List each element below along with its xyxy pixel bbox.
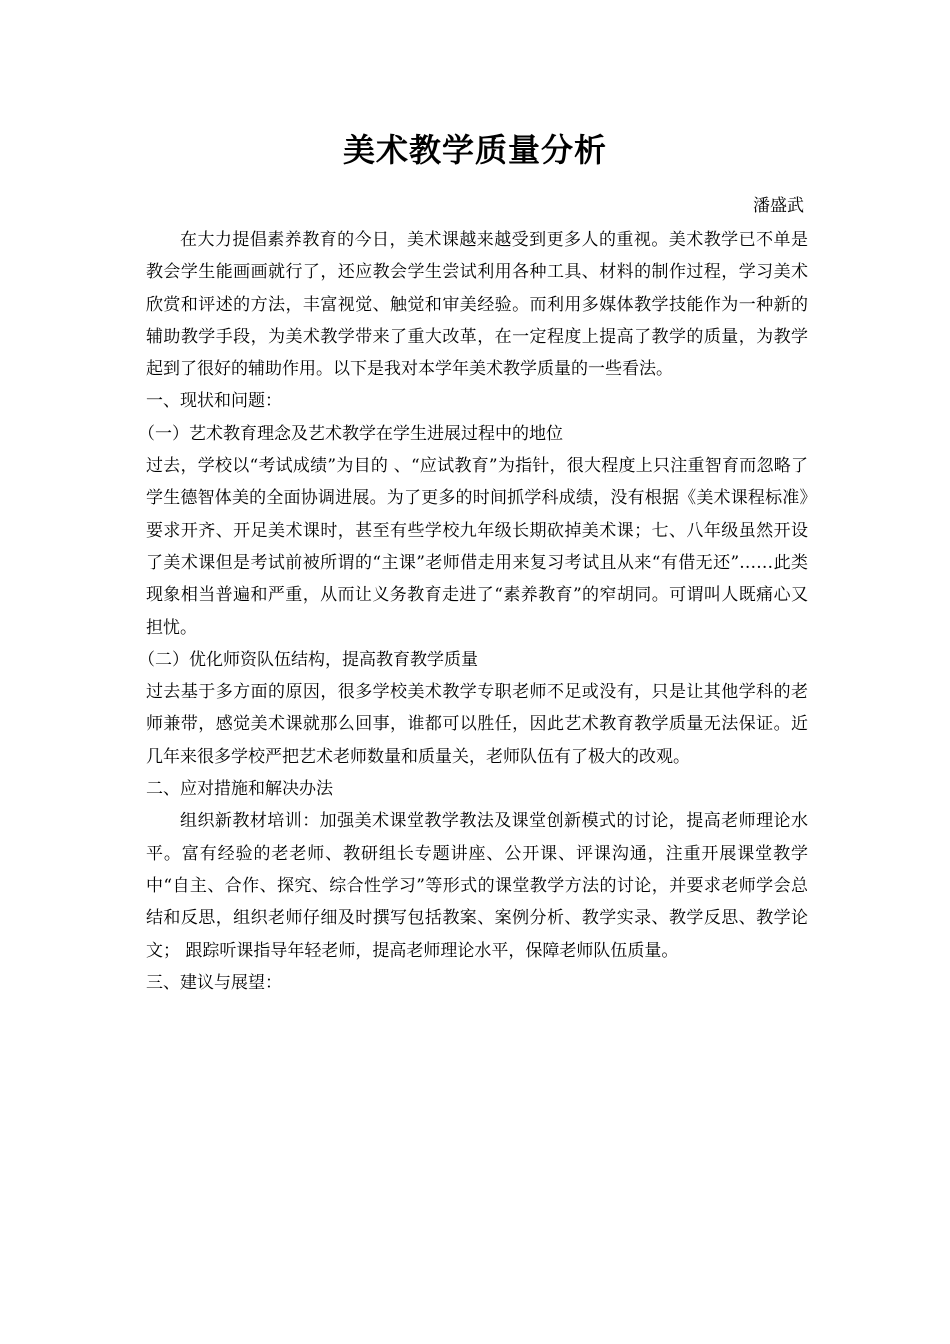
subsection-paragraph-1: 过去，学校以“考试成绩”为目的 、“应试教育”为指针，很大程度上只注重智育而忽略了学生德智体美的全面协调进展。为了更多的时间抓学科成绩，没有根据《美术课程标准》要求开齐、开足美术课时，甚至有些学校九年级长期砍掉美术课；七、八年级虽然开设了美术课但是考试前被所谓的“主课”老师借走用来复习考试且从来“有借无还”……此类现象相当普遍和严重，从而让义务教育走进了“素养教育”的窄胡同。可谓叫人既痛心又担忧。	[146, 456, 808, 638]
author-name: 潘盛武	[753, 196, 804, 216]
subsection-paragraph-2: 过去基于多方面的原因，很多学校美术教学专职老师不足或没有，只是让其他学科的老师兼带，感觉美术课就那么回事，谁都可以胜任，因此艺术教育教学质量无法保证。近几年来很多学校严把艺术老师数量和质量关，老师队伍有了极大的改观。	[146, 682, 808, 767]
subsection-heading-1: （一）艺术教育理念及艺术教学在学生进展过程中的地位	[138, 423, 563, 444]
section-heading-3: 三、建议与展望：	[146, 972, 282, 993]
section-heading-1: 一、现状和问题：	[146, 391, 282, 412]
document-title: 美术教学质量分析	[342, 131, 607, 169]
section-heading-2: 二、应对措施和解决办法	[146, 779, 333, 800]
subsection-heading-2: （二）优化师资队伍结构，提高教育教学质量	[138, 649, 478, 670]
section-paragraph-2: 组织新教材培训：加强美术课堂教学教法及课堂创新模式的讨论，提高老师理论水平。富有经验的老老师、教研组长专题讲座、公开课、评课沟通，注重开展课堂教学中“自主、合作、探究、综合性学习”等形式的课堂教学方法的讨论，并要求老师学会总结和反思，组织老师仔细及时撰写包括教案、案例分析、教学实录、教学反思、教学论文； 跟踪听课指导年轻老师，提高老师理论水平，保障老师队伍质量。	[146, 811, 808, 961]
document-body	[138, 224, 808, 999]
intro-paragraph: 在大力提倡素养教育的今日，美术课越来越受到更多人的重视。美术教学已不单是教会学生能画画就行了，还应教会学生尝试利用各种工具、材料的制作过程，学习美术欣赏和评述的方法，丰富视觉、触觉和审美经验。而利用多媒体教学技能作为一种新的辅助教学手段，为美术教学带来了重大改革，在一定程度上提高了教学的质量，为教学起到了很好的辅助作用。以下是我对本学年美术教学质量的一些看法。	[146, 230, 808, 380]
